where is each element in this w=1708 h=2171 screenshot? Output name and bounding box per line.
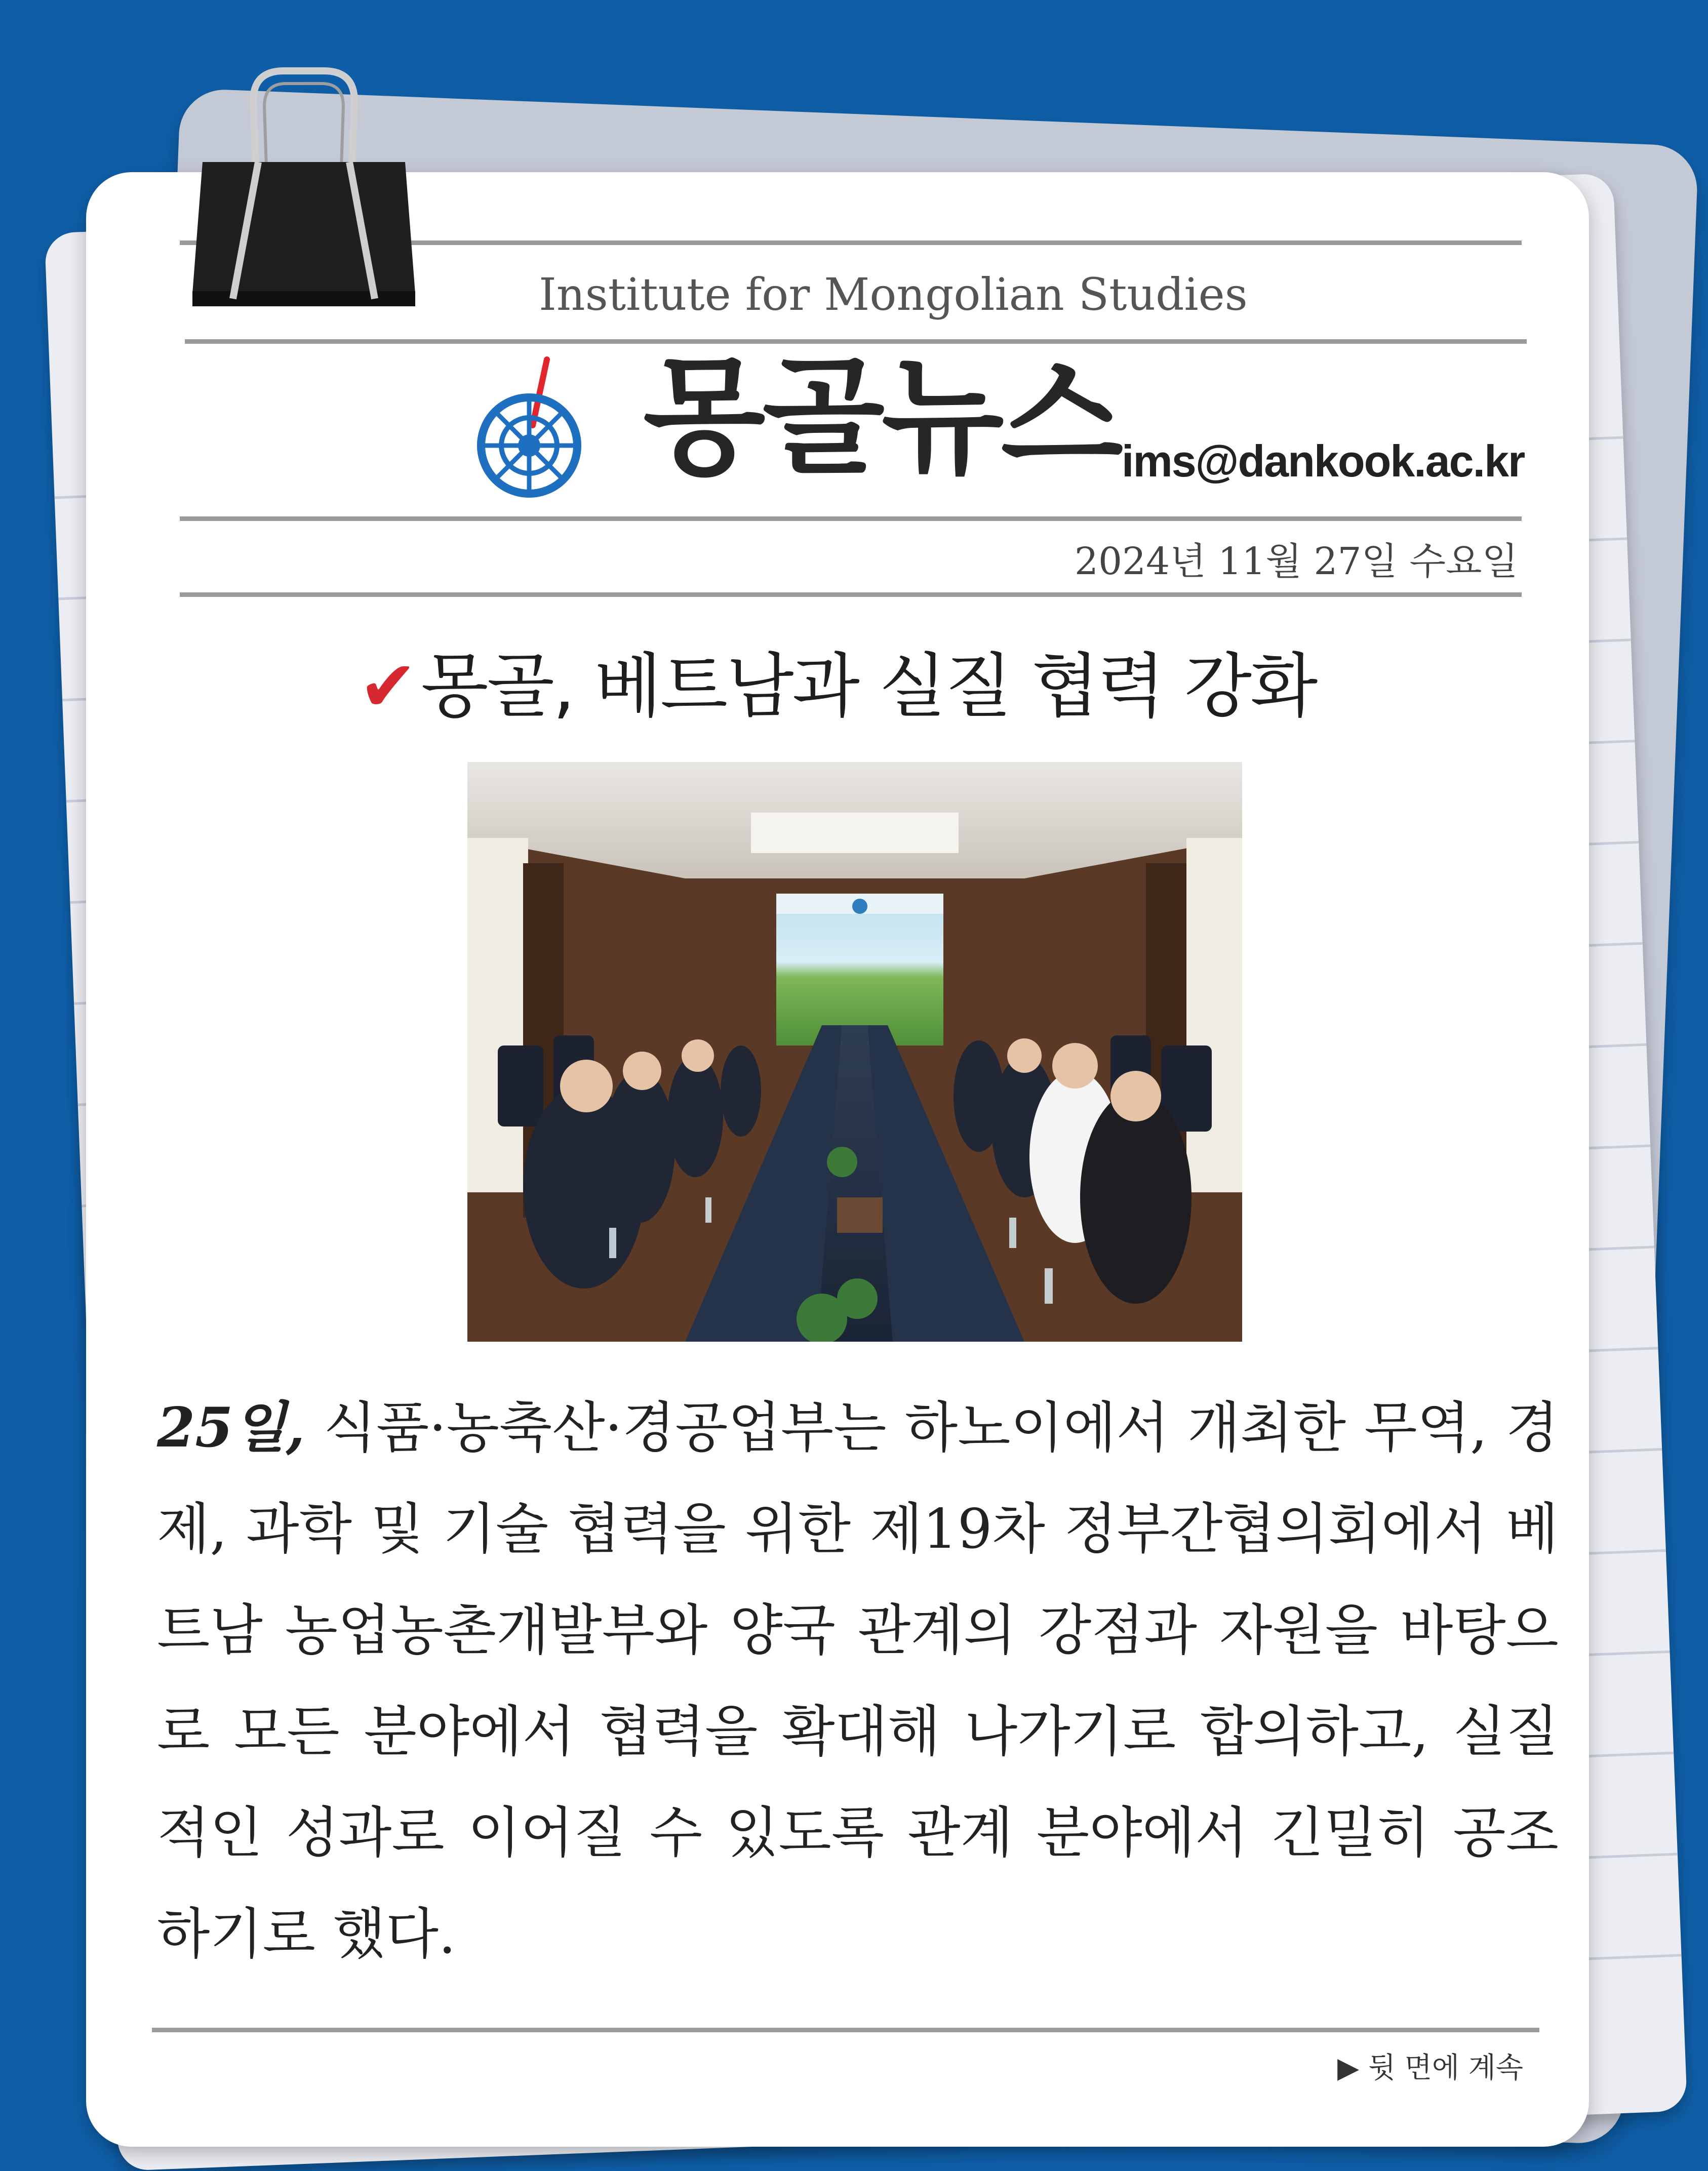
rule-below-date [180,592,1522,597]
contact-email: ims@dankook.ac.kr [1122,436,1525,486]
issue-date: 2024년 11월 27일 수요일 [1074,540,1518,583]
footer-rule [152,2028,1539,2032]
institute-name: Institute for Mongolian Studies [539,268,1248,320]
rule-below-masthead [180,516,1522,521]
check-mark-icon: ✔ [359,646,416,727]
article-body [157,1377,1559,1985]
binder-clip-icon [182,61,425,324]
newsletter-page [86,172,1589,2147]
continue-on-back-note: ▶ 뒷 면에 계속 [1337,2052,1523,2084]
article-lead-date: 25일, [157,1396,305,1460]
rule-below-institute [185,339,1527,344]
article-headline: ✔몽골, 베트남과 실질 협력 강화 [359,646,1317,727]
newsletter-title: 몽골뉴스 [643,344,1120,491]
wheel-logo-icon [471,349,603,501]
meeting-photo [467,762,1242,1342]
article-body-text: 식품·농축산·경공업부는 하노이에서 개최한 무역, 경제, 과학 및 기술 협력을 위한 제19차 정부간협의회에서 베트남 농업농촌개발부와 양국 관계의 강점과 자원을 바탕으로 모든 분야에서 협력을 확대해 나가기로 합의하고, 실질적인 성과로 이어질 수 있도록 관계 분야에서 긴밀히 공조하기로 했다. [157,1396,1559,1966]
